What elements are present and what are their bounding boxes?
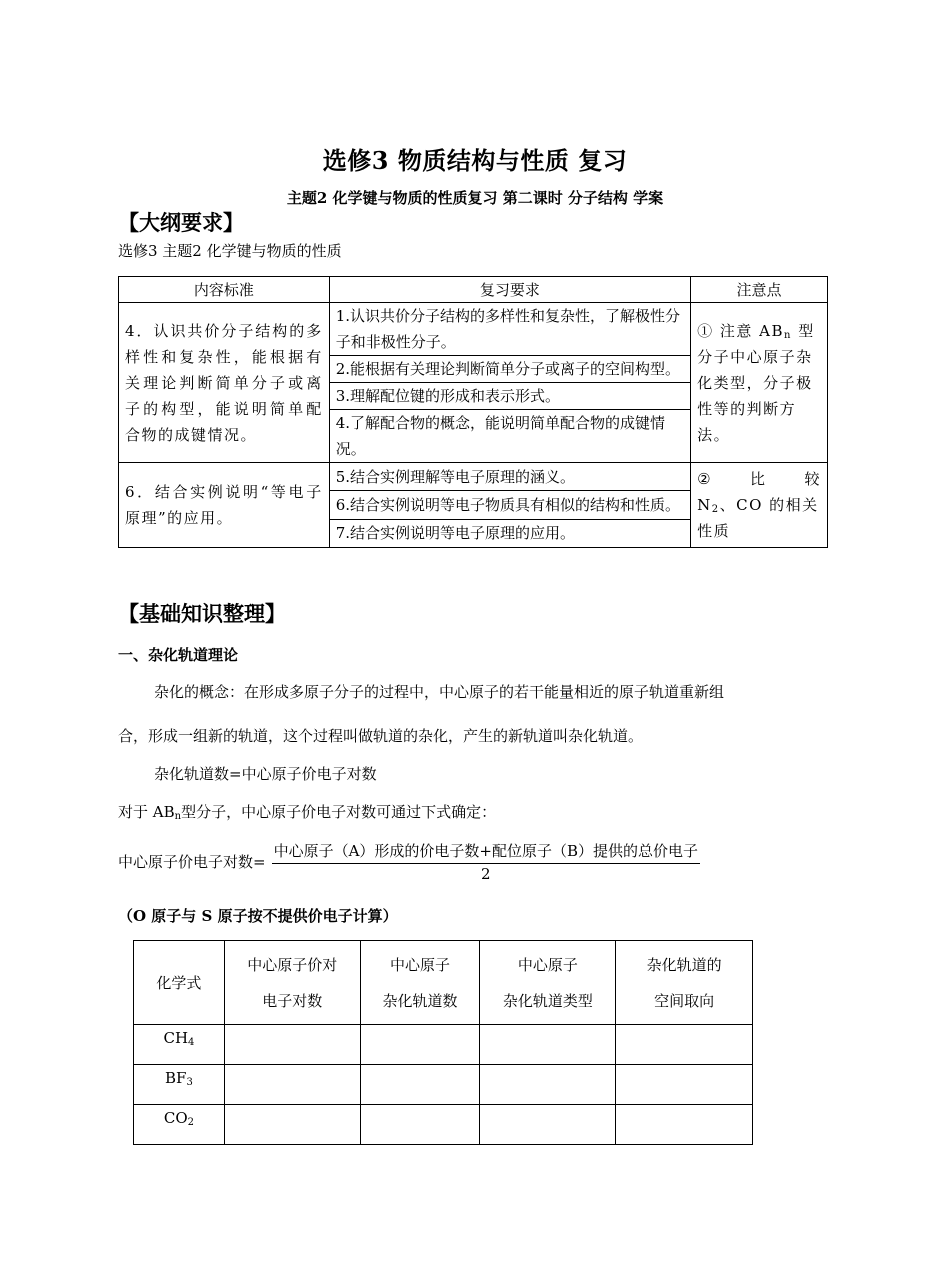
calculation-note: （O 原子与 S 原子按不提供价电子计算）: [118, 907, 398, 925]
answer-cell[interactable]: [224, 1025, 360, 1065]
outline-header-standard: 内容标准: [119, 277, 330, 303]
requirement-item: 3.理解配位键的形成和表示形式。: [329, 383, 690, 410]
outline-intro: 选修3 主题2 化学键与物质的性质: [118, 242, 342, 260]
requirement-item: 6.结合实例说明等电子物质具有相似的结构和性质。: [329, 491, 690, 519]
hybrid-header-orbital-count: 中心原子 杂化轨道数: [360, 941, 480, 1025]
hybrid-header-formula: 化学式: [134, 941, 225, 1025]
answer-cell[interactable]: [616, 1065, 753, 1105]
requirement-item: 7.结合实例说明等电子原理的应用。: [329, 519, 690, 547]
hybrid-header-row: [134, 941, 753, 1025]
table-row: [134, 1105, 753, 1145]
hybrid-header-orbital-type: 中心原子 杂化轨道类型: [480, 941, 616, 1025]
formula-denominator: 2: [481, 865, 491, 883]
formula-cell-bf3: $BF_3$: [134, 1065, 225, 1105]
requirement-item: 5.结合实例理解等电子原理的涵义。: [329, 463, 690, 491]
hybridization-table: [133, 940, 753, 1145]
formula-numerator: 中心原子（A）形成的价电子数+配位原子（B）提供的总价电子: [272, 840, 700, 864]
answer-cell[interactable]: [616, 1025, 753, 1065]
answer-cell[interactable]: [224, 1105, 360, 1145]
content-standard-4: 4．认识共价分子结构的多样性和复杂性，能根据有关理论判断简单分子或离子的构型，能说明简单配合物的成键情况。: [119, 303, 330, 463]
formula-fraction: [272, 840, 700, 883]
note-2: ② 比 较 $N_2$、CO 的相关性质: [691, 463, 828, 548]
paragraph-line: 对于 $AB_n$型分子，中心原子价电子对数可通过下式确定：: [118, 803, 497, 822]
outline-header-row: [119, 277, 828, 303]
outline-row: [119, 303, 828, 356]
formula-cell-ch4: $CH_4$: [134, 1025, 225, 1065]
content-standard-6: 6．结合实例说明“等电子原理”的应用。: [119, 463, 330, 548]
requirement-item: 4.了解配合物的概念，能说明简单配合物的成键情况。: [329, 410, 690, 463]
paragraph-line: 合，形成一组新的轨道，这个过程叫做轨道的杂化，产生的新轨道叫杂化轨道。: [118, 727, 644, 745]
formula-label: 中心原子价电子对数=: [118, 853, 266, 871]
paragraph-line: 杂化的概念：在形成多原子分子的过程中，中心原子的若干能量相近的原子轨道重新组: [154, 683, 725, 701]
electron-pair-formula: [118, 840, 700, 883]
table-row: [134, 1025, 753, 1065]
paragraph-line: 杂化轨道数=中心原子价电子对数: [154, 765, 377, 783]
requirement-item: 2.能根据有关理论判断简单分子或离子的空间构型。: [329, 356, 690, 383]
outline-heading: 【大纲要求】: [118, 210, 244, 235]
note-1: ① 注意 $AB_n$ 型分子中心原子杂化类型，分子极性等的判断方法。: [691, 303, 828, 463]
outline-header-requirement: 复习要求: [329, 277, 690, 303]
section-hybridization: 一、杂化轨道理论: [118, 646, 239, 664]
answer-cell[interactable]: [480, 1105, 616, 1145]
basics-heading: 【基础知识整理】: [118, 601, 286, 626]
answer-cell[interactable]: [480, 1025, 616, 1065]
outline-table: [118, 276, 828, 548]
hybrid-header-pairs: 中心原子价对 电子对数: [224, 941, 360, 1025]
answer-cell[interactable]: [480, 1065, 616, 1105]
requirement-item: 1.认识共价分子结构的多样性和复杂性，了解极性分子和非极性分子。: [329, 303, 690, 356]
formula-cell-co2: $CO_2$: [134, 1105, 225, 1145]
page-subtitle: 主题2 化学键与物质的性质复习 第二课时 分子结构 学案: [286, 189, 664, 207]
answer-cell[interactable]: [224, 1065, 360, 1105]
outline-row: [119, 463, 828, 491]
page-title: 选修3 物质结构与性质 复习: [322, 146, 628, 175]
answer-cell[interactable]: [616, 1105, 753, 1145]
table-row: [134, 1065, 753, 1105]
answer-cell[interactable]: [360, 1105, 480, 1145]
answer-cell[interactable]: [360, 1065, 480, 1105]
answer-cell[interactable]: [360, 1025, 480, 1065]
outline-header-note: 注意点: [691, 277, 828, 303]
hybrid-header-orientation: 杂化轨道的 空间取向: [616, 941, 753, 1025]
